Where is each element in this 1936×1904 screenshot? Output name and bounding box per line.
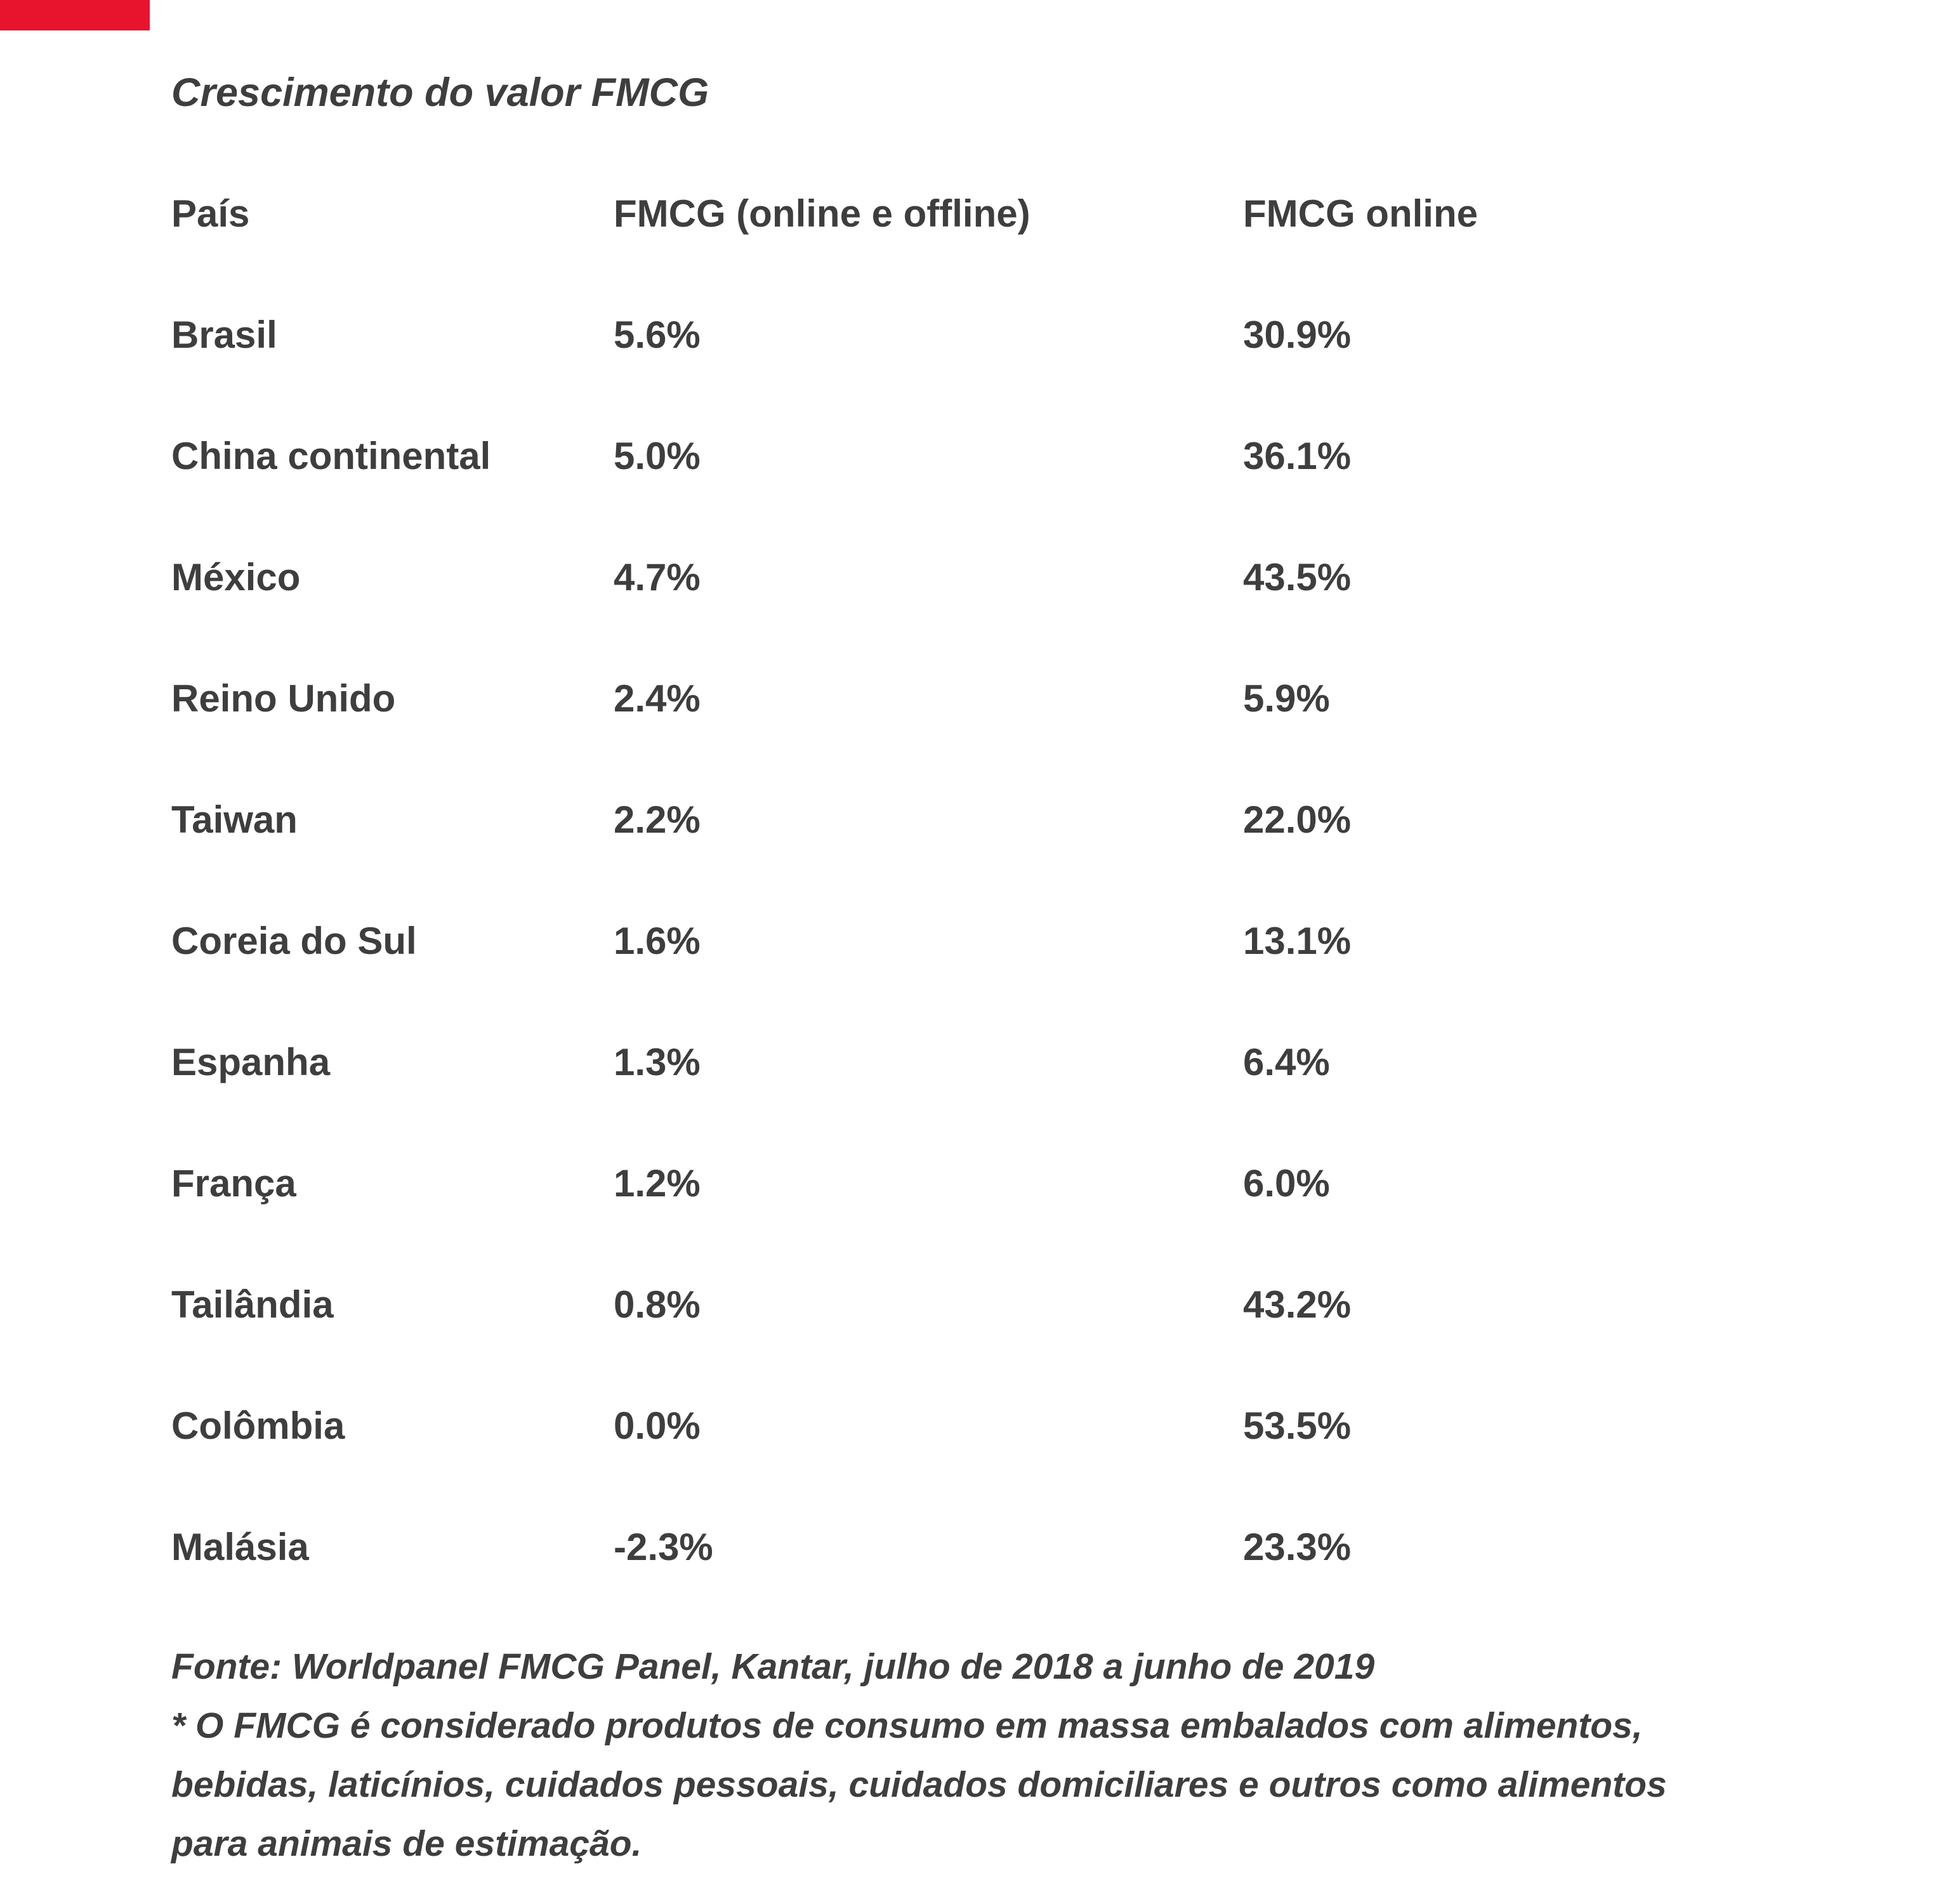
total-growth-cell: 4.7%	[614, 556, 701, 598]
brand-red-mark	[0, 0, 150, 30]
total-growth-cell: 1.2%	[614, 1162, 701, 1205]
total-growth-cell: -2.3%	[614, 1526, 713, 1568]
table-row	[171, 675, 1821, 797]
footnote-line: * O FMCG é considerado produtos de consumo em massa embalados com alimentos,	[171, 1705, 1643, 1746]
total-growth-cell: 0.0%	[614, 1405, 701, 1447]
country-cell: Coreia do Sul	[171, 920, 417, 962]
source-note: Fonte: Worldpanel FMCG Panel, Kantar, julho de 2018 a junho de 2019	[171, 1646, 1375, 1687]
footnote-line: para animais de estimação.	[171, 1823, 642, 1864]
table-row	[171, 433, 1821, 554]
country-cell: França	[171, 1162, 296, 1205]
online-growth-cell: 23.3%	[1243, 1526, 1352, 1568]
online-growth-cell: 43.2%	[1243, 1283, 1352, 1326]
column-header-online: FMCG online	[1243, 192, 1478, 235]
online-growth-cell: 6.4%	[1243, 1041, 1330, 1083]
total-growth-cell: 1.6%	[614, 920, 701, 962]
country-cell: México	[171, 556, 301, 598]
table-row	[171, 797, 1821, 918]
country-cell: China continental	[171, 435, 491, 477]
online-growth-cell: 6.0%	[1243, 1162, 1330, 1205]
total-growth-cell: 2.4%	[614, 677, 701, 720]
total-growth-cell: 1.3%	[614, 1041, 701, 1083]
table-row	[171, 1403, 1821, 1524]
country-cell: Brasil	[171, 314, 277, 356]
table-row	[171, 312, 1821, 433]
table-row	[171, 918, 1821, 1039]
online-growth-cell: 53.5%	[1243, 1405, 1352, 1447]
table-row	[171, 554, 1821, 675]
footnote-line: bebidas, laticínios, cuidados pessoais, cuidados domiciliares e outros como alimentos	[171, 1764, 1667, 1805]
online-growth-cell: 13.1%	[1243, 920, 1352, 962]
table-title: Crescimento do valor FMCG	[171, 70, 709, 115]
total-growth-cell: 5.6%	[614, 314, 701, 356]
country-cell: Espanha	[171, 1041, 331, 1083]
total-growth-cell: 2.2%	[614, 798, 701, 841]
table-footer	[171, 1637, 1667, 1874]
table-row	[171, 1160, 1821, 1281]
country-cell: Tailândia	[171, 1283, 334, 1326]
online-growth-cell: 5.9%	[1243, 677, 1330, 720]
online-growth-cell: 22.0%	[1243, 798, 1352, 841]
total-growth-cell: 0.8%	[614, 1283, 701, 1326]
total-growth-cell: 5.0%	[614, 435, 701, 477]
fmcg-growth-table	[171, 190, 1821, 1645]
country-cell: Malásia	[171, 1526, 309, 1568]
country-cell: Colômbia	[171, 1405, 345, 1447]
table-row	[171, 1281, 1821, 1403]
online-growth-cell: 36.1%	[1243, 435, 1352, 477]
column-header-country: País	[171, 192, 250, 235]
country-cell: Taiwan	[171, 798, 298, 841]
country-cell: Reino Unido	[171, 677, 396, 720]
table-header-row	[171, 190, 1821, 312]
column-header-total: FMCG (online e offline)	[614, 192, 1031, 235]
table-row	[171, 1039, 1821, 1160]
online-growth-cell: 43.5%	[1243, 556, 1352, 598]
online-growth-cell: 30.9%	[1243, 314, 1352, 356]
table-row	[171, 1524, 1821, 1645]
